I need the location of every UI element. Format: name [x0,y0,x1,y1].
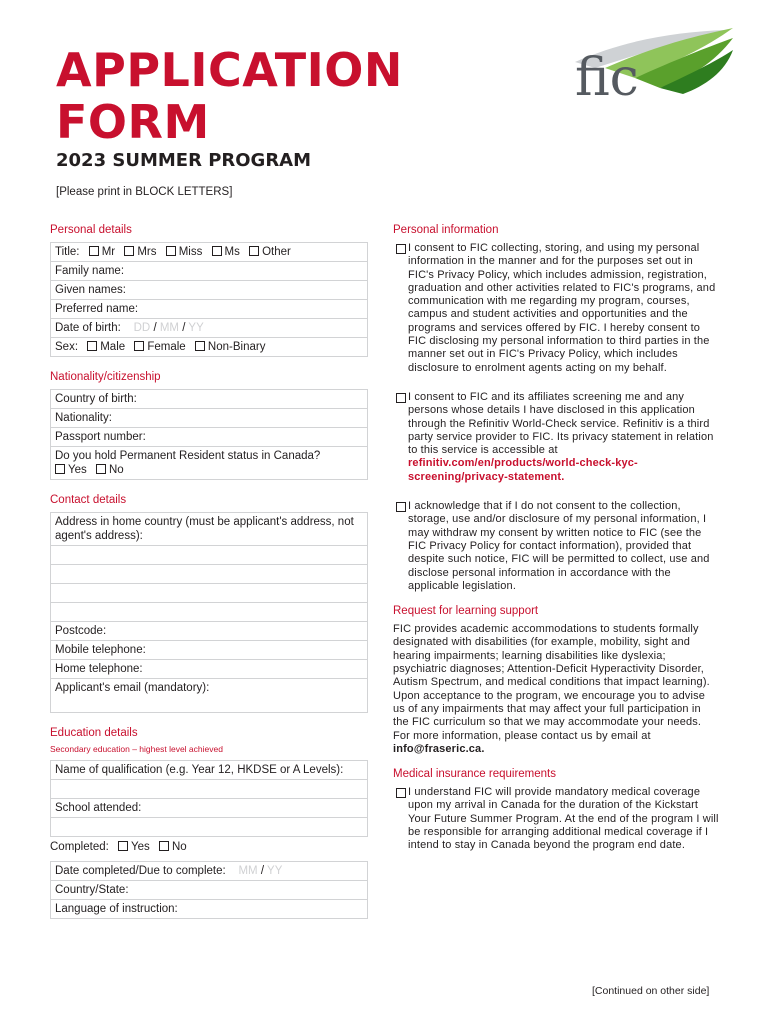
title-ms-label: Ms [224,246,240,258]
title-mrs-label: Mrs [137,246,157,258]
given-names-field[interactable]: Given names: [50,281,368,300]
education-subheading: Secondary education – highest level achieved [50,744,223,754]
dob-dd-placeholder: DD [133,322,151,334]
privacy-consent-checkbox[interactable] [396,244,406,254]
sex-male-checkbox[interactable] [87,341,97,351]
contact-details-table [50,512,368,713]
completed-yes-label: Yes [131,841,150,853]
completed-yes-checkbox[interactable] [118,841,128,851]
title-miss-label: Miss [178,246,203,258]
nationality-table [50,389,368,480]
continued-note: [Continued on other side] [592,985,710,997]
address-field[interactable]: Address in home country (must be applicant's address, not agent's address): [50,512,368,546]
withdraw-consent-item [393,500,719,593]
date-of-birth-field[interactable]: Date of birth: DD / MM / YY [50,319,368,338]
family-name-field[interactable]: Family name: [50,262,368,281]
education-table-1 [50,760,368,837]
address-line-5[interactable] [50,603,368,622]
passport-number-field[interactable]: Passport number: [50,428,368,447]
print-instruction: [Please print in BLOCK LETTERS] [56,186,233,198]
sex-nonbinary-checkbox[interactable] [195,341,205,351]
date-mm-placeholder: MM [238,865,258,877]
medical-insurance-item [393,786,719,852]
title-ms-checkbox[interactable] [212,246,222,256]
address-line-4[interactable] [50,584,368,603]
pr-yes-checkbox[interactable] [55,464,65,474]
screening-consent-checkbox[interactable] [396,393,406,403]
date-yy-placeholder: YY [267,865,283,877]
dob-label: Date of birth: [55,322,121,334]
privacy-consent-item [393,242,719,375]
education-heading: Education details [50,727,138,739]
title-miss-checkbox[interactable] [166,246,176,256]
home-telephone-field[interactable]: Home telephone: [50,660,368,679]
email-field[interactable]: Applicant's email (mandatory): [50,679,368,713]
completed-no-checkbox[interactable] [159,841,169,851]
country-of-birth-field[interactable]: Country of birth: [50,389,368,409]
title-line-1: APPLICATION [56,43,403,97]
school-attended-field[interactable]: School attended: [50,799,368,818]
sex-male-label: Male [100,341,126,353]
completed-label: Completed: [50,841,109,853]
contact-details-heading: Contact details [50,494,127,506]
medical-insurance-heading: Medical insurance requirements [393,768,556,781]
medical-insurance-text: I understand FIC will provide mandatory medical coverage upon my arrival in Canada for the duration of the Kickstart Your Future Summer Program. At the end of the program I will be responsible for arranging additional medical coverage if I intend to stay in Canada beyond the program end date. [408,786,719,852]
date-completed-field[interactable]: Date completed/Due to complete: MM / YY [50,861,368,881]
personal-details-table [50,242,368,357]
learning-support-text: FIC provides academic accommodations to students formally designated with disabilities (for example, mobility, sight and hearing impairments; learning disabilities like dyslexia; psychiatric diagnoses; Attention-Deficit Hyperactivity Disorder, Autism Spectrum, and medical conditions that impact learning). Upon acceptance to the program, we encourage you to advise us of any impairments that may affect your full participation in the FIC curriculum so that we may accommodate your needs. For more information, please contact us by email at [393,623,710,742]
sex-row [50,338,368,357]
withdraw-consent-text: I acknowledge that if I do not consent to the collection, storage, use and/or disclosure of my personal information, I may withdraw my consent by written notice to FIC (see the FIC Privacy Policy for contact information), provided that despite such notice, FIC will be permitted to collect, use and disclose personal information in accordance with the applicable legislation. [408,500,710,592]
pr-question: Do you hold Permanent Resident status in Canada? [55,450,321,462]
withdraw-consent-checkbox[interactable] [396,502,406,512]
title-label: Title: [55,246,80,258]
screening-consent-item [393,391,719,484]
program-subtitle: 2023 SUMMER PROGRAM [56,150,312,171]
education-table-2 [50,861,368,919]
right-column [393,224,719,853]
date-completed-label: Date completed/Due to complete: [55,865,226,877]
title-other-checkbox[interactable] [249,246,259,256]
dob-yy-placeholder: YY [188,322,204,334]
completed-no-label: No [171,841,187,853]
postcode-field[interactable]: Postcode: [50,622,368,641]
form-title [56,44,403,148]
nationality-heading: Nationality/citizenship [50,371,161,383]
sex-nonbinary-label: Non-Binary [207,341,266,353]
refinitiv-link[interactable]: refinitiv.com/en/products/world-check-kyc-screening/privacy-statement. [408,457,638,483]
learning-support-item [393,623,719,756]
title-line-2: FORM [56,95,210,149]
info-email-link[interactable]: info@fraseric.ca. [393,742,485,755]
title-mr-label: Mr [101,246,116,258]
mobile-telephone-field[interactable]: Mobile telephone: [50,641,368,660]
personal-information-heading: Personal information [393,224,499,236]
title-other-label: Other [262,246,291,258]
school-line-2[interactable] [50,818,368,837]
sex-female-label: Female [147,341,186,353]
fic-logo-text: fic [575,48,639,108]
country-state-field[interactable]: Country/State: [50,881,368,900]
screening-consent-text: I consent to FIC and its affiliates screening me and any persons whose details I have disclosed in this application through the Refinitiv World-Check service. Refinitiv is a third party service provider to FIC. Its privacy statement in relation to this service is accessible at [408,390,714,457]
qualification-field[interactable]: Name of qualification (e.g. Year 12, HKDSE or A Levels): [50,760,368,780]
sex-label: Sex: [55,341,79,353]
language-of-instruction-field[interactable]: Language of instruction: [50,900,368,919]
title-mr-checkbox[interactable] [89,246,99,256]
privacy-consent-text: I consent to FIC collecting, storing, and using my personal information in the manner and for the purposes set out in FIC's Privacy Policy, which includes admission, registration, graduation and other activities related to FIC's programs, and communication with me regarding my program, courses, campus and student activities and opportunities and the programs and services offered by FIC. I hereby consent to FIC disclosing my personal information to third parties in the manner set out in FIC's Privacy Policy, which includes disclosure to enrolment agents acting on my behalf. [408,242,716,374]
permanent-resident-row [50,447,368,480]
address-line-3[interactable] [50,565,368,584]
sex-female-checkbox[interactable] [134,341,144,351]
title-row [50,242,368,262]
title-mrs-checkbox[interactable] [124,246,134,256]
preferred-name-field[interactable]: Preferred name: [50,300,368,319]
qualification-line-2[interactable] [50,780,368,799]
pr-no-label: No [108,464,124,476]
pr-yes-label: Yes [68,464,87,476]
address-line-2[interactable] [50,546,368,565]
nationality-field[interactable]: Nationality: [50,409,368,428]
completed-row [50,837,368,861]
medical-insurance-checkbox[interactable] [396,788,406,798]
pr-no-checkbox[interactable] [96,464,106,474]
dob-mm-placeholder: MM [159,322,180,334]
learning-support-heading: Request for learning support [393,605,539,618]
personal-details-heading: Personal details [50,224,132,236]
left-column [50,224,368,919]
